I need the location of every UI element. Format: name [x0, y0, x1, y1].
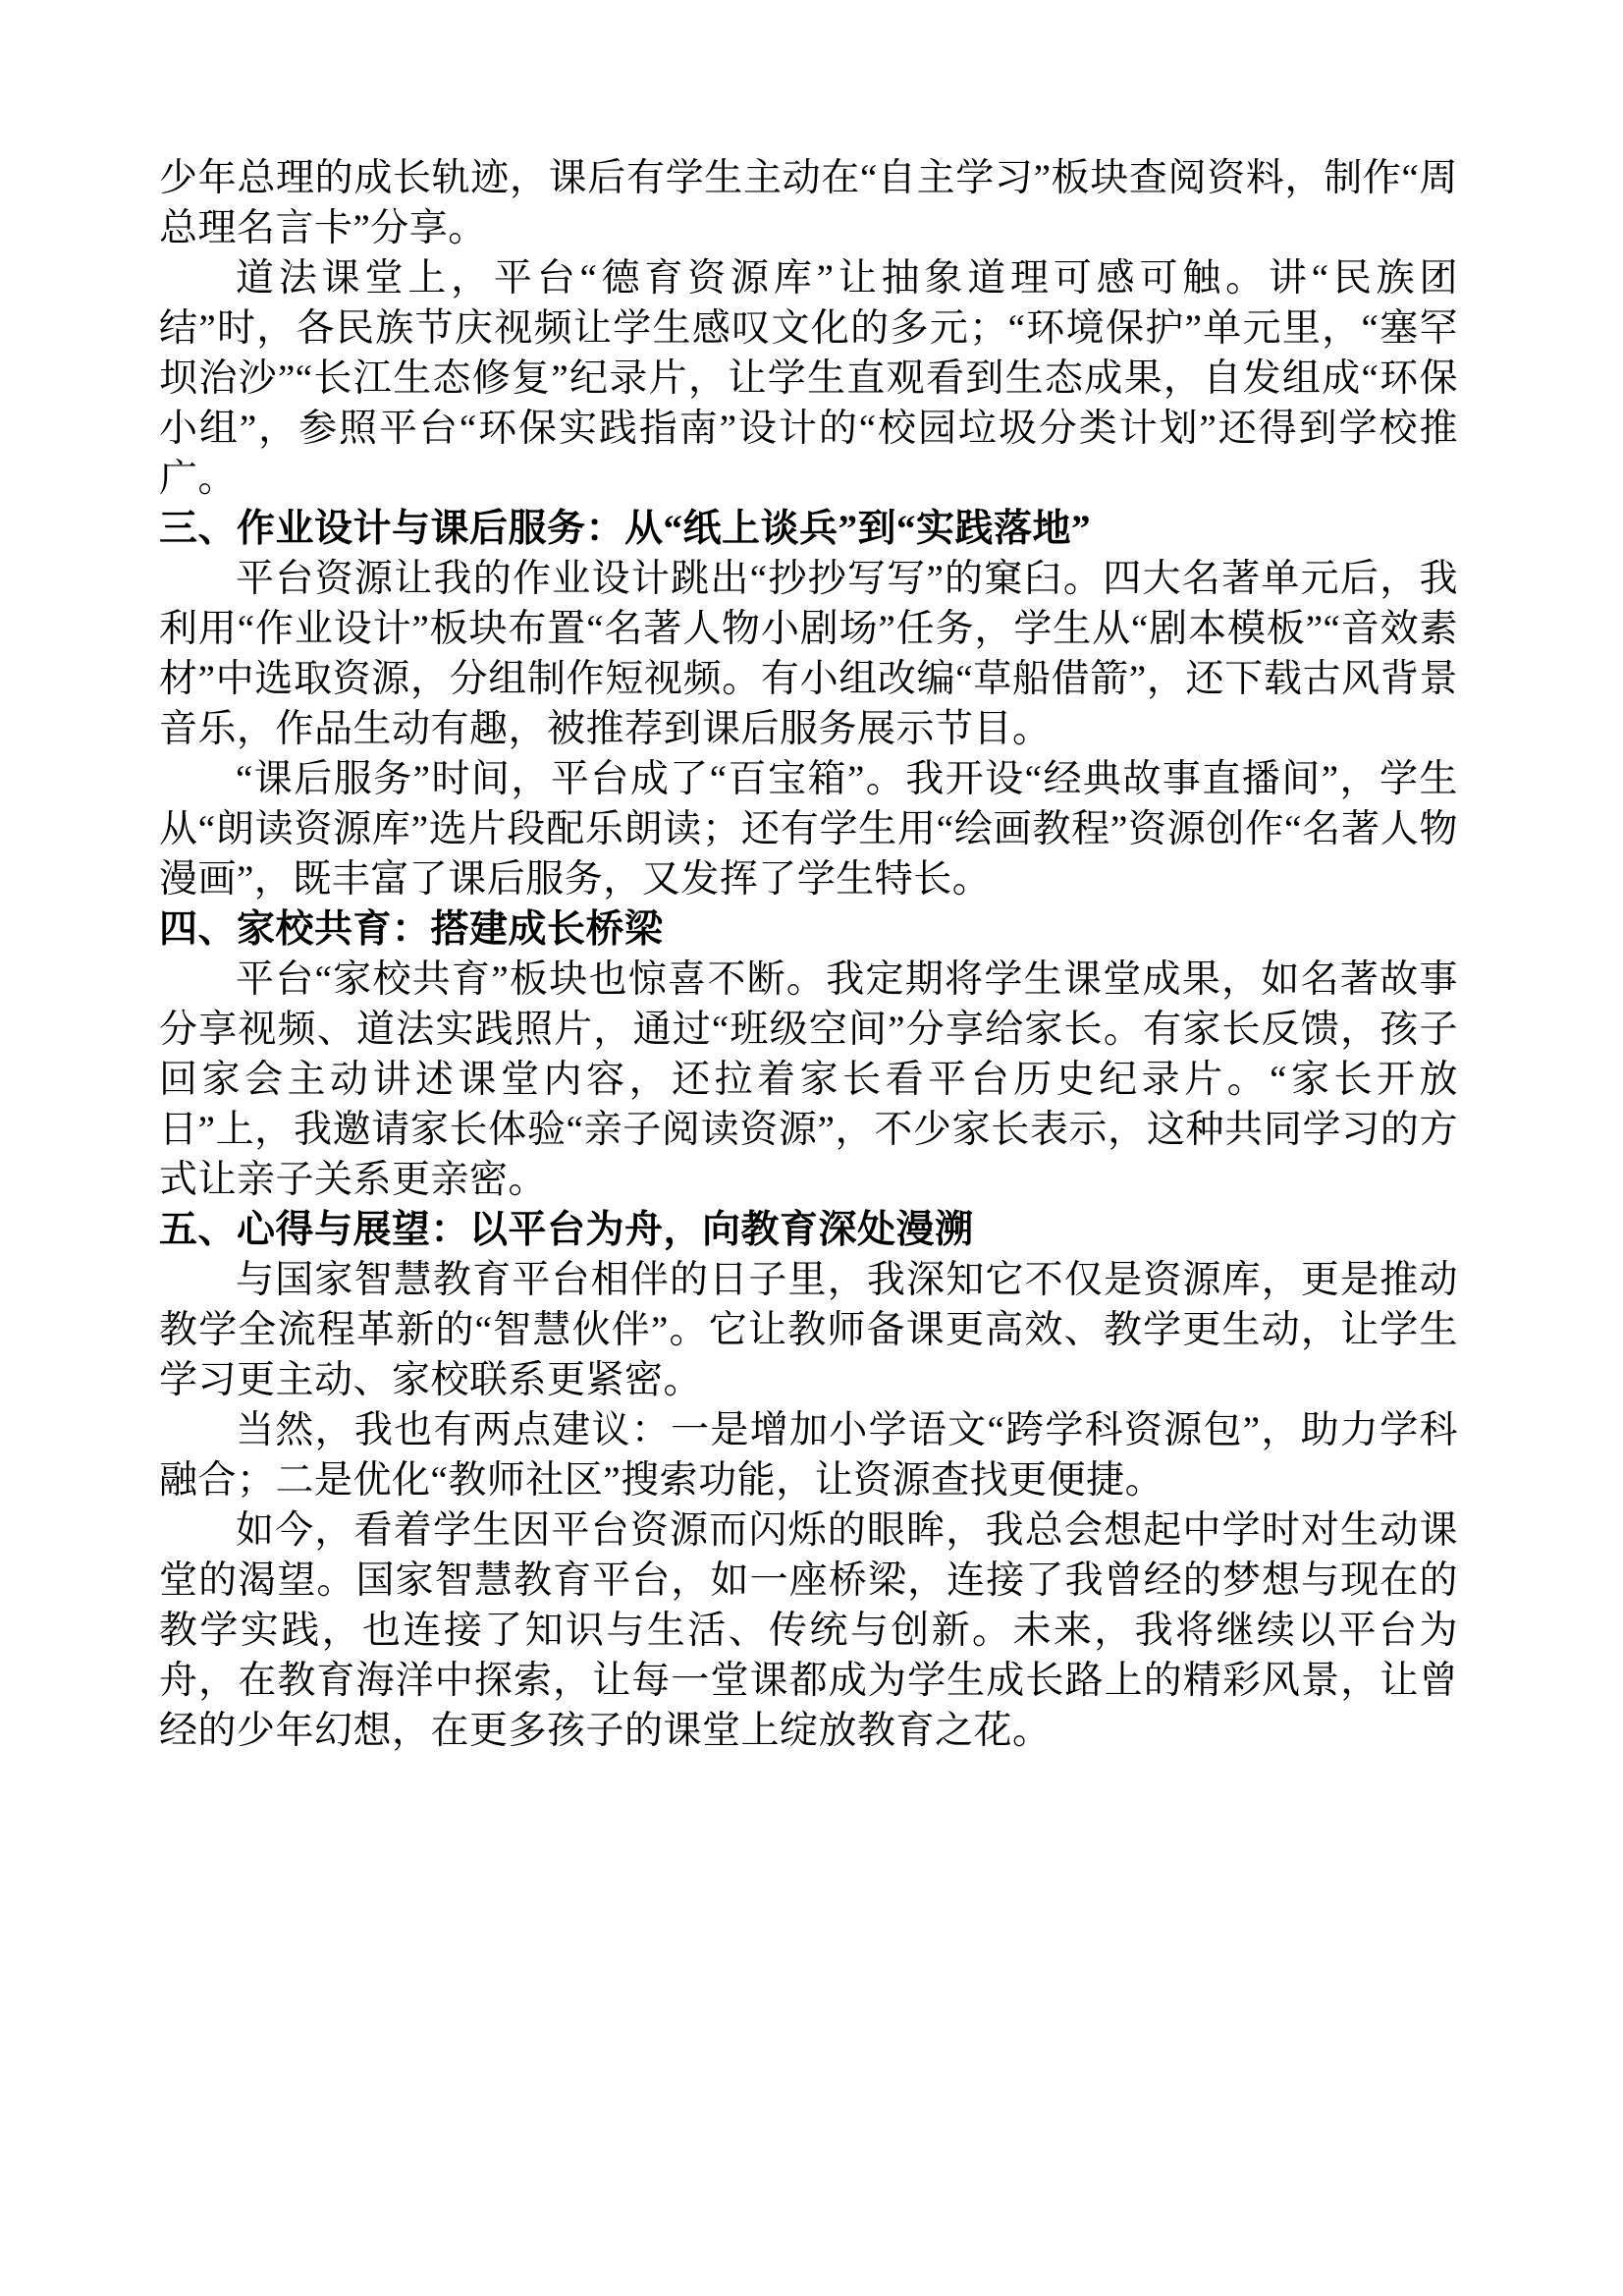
- paragraph: 道法课堂上，平台“德育资源库”让抽象道理可感可触。讲“民族团结”时，各民族节庆视频让学生感叹文化的多元；“环境保护”单元里，“塞罕坝治沙”“长江生态修复”纪录片，让学生直观看到生态成果，自发组成“环保小组”，参照平台“环保实践指南”设计的“校园垃圾分类计划”还得到学校推广。: [159, 257, 1458, 500]
- paragraph: 平台资源让我的作业设计跳出“抄抄写写”的窠臼。四大名著单元后，我利用“作业设计”板块布置“名著人物小剧场”任务，学生从“剧本模板”“音效素材”中选取资源，分组制作短视频。有小组改编“草船借箭”，还下载古风背景音乐，作品生动有趣，被推荐到课后服务展示节目。: [159, 558, 1458, 750]
- section-heading-4: 四、家校共育：搭建成长桥梁: [159, 908, 664, 951]
- paragraph: 当然，我也有两点建议：一是增加小学语文“跨学科资源包”，助力学科融合；二是优化“教师社区”搜索功能，让资源查找更便捷。: [159, 1409, 1458, 1502]
- section-heading-5: 五、心得与展望：以平台为舟，向教育深处漫溯: [159, 1209, 974, 1251]
- paragraph: “课后服务”时间，平台成了“百宝箱”。我开设“经典故事直播间”，学生从“朗读资源库”选片段配乐朗读；还有学生用“绘画教程”资源创作“名著人物漫画”，既丰富了课后服务，又发挥了学生特长。: [159, 758, 1458, 901]
- paragraph-continuation: 少年总理的成长轨迹，课后有学生主动在“自主学习”板块查阅资料，制作“周总理名言卡”分享。: [159, 157, 1458, 249]
- paragraph: 如今，看着学生因平台资源而闪烁的眼眸，我总会想起中学时对生动课堂的渴望。国家智慧教育平台，如一座桥梁，连接了我曾经的梦想与现在的教学实践，也连接了知识与生活、传统与创新。未来，我将继续以平台为舟，在教育海洋中探索，让每一堂课都成为学生成长路上的精彩风景，让曾经的少年幻想，在更多孩子的课堂上绽放教育之花。: [159, 1509, 1458, 1752]
- paragraph: 平台“家校共育”板块也惊喜不断。我定期将学生课堂成果，如名著故事分享视频、道法实践照片，通过“班级空间”分享给家长。有家长反馈，孩子回家会主动讲述课堂内容，还拉着家长看平台历史纪录片。“家长开放日”上，我邀请家长体验“亲子阅读资源”，不少家长表示，这种共同学习的方式让亲子关系更亲密。: [159, 958, 1458, 1201]
- paragraph: 与国家智慧教育平台相伴的日子里，我深知它不仅是资源库，更是推动教学全流程革新的“智慧伙伴”。它让教师备课更高效、教学更生动，让学生学习更主动、家校联系更紧密。: [159, 1259, 1458, 1401]
- section-heading-3: 三、作业设计与课后服务：从“纸上谈兵”到“实践落地”: [159, 508, 1092, 550]
- document-content: [159, 153, 1458, 1756]
